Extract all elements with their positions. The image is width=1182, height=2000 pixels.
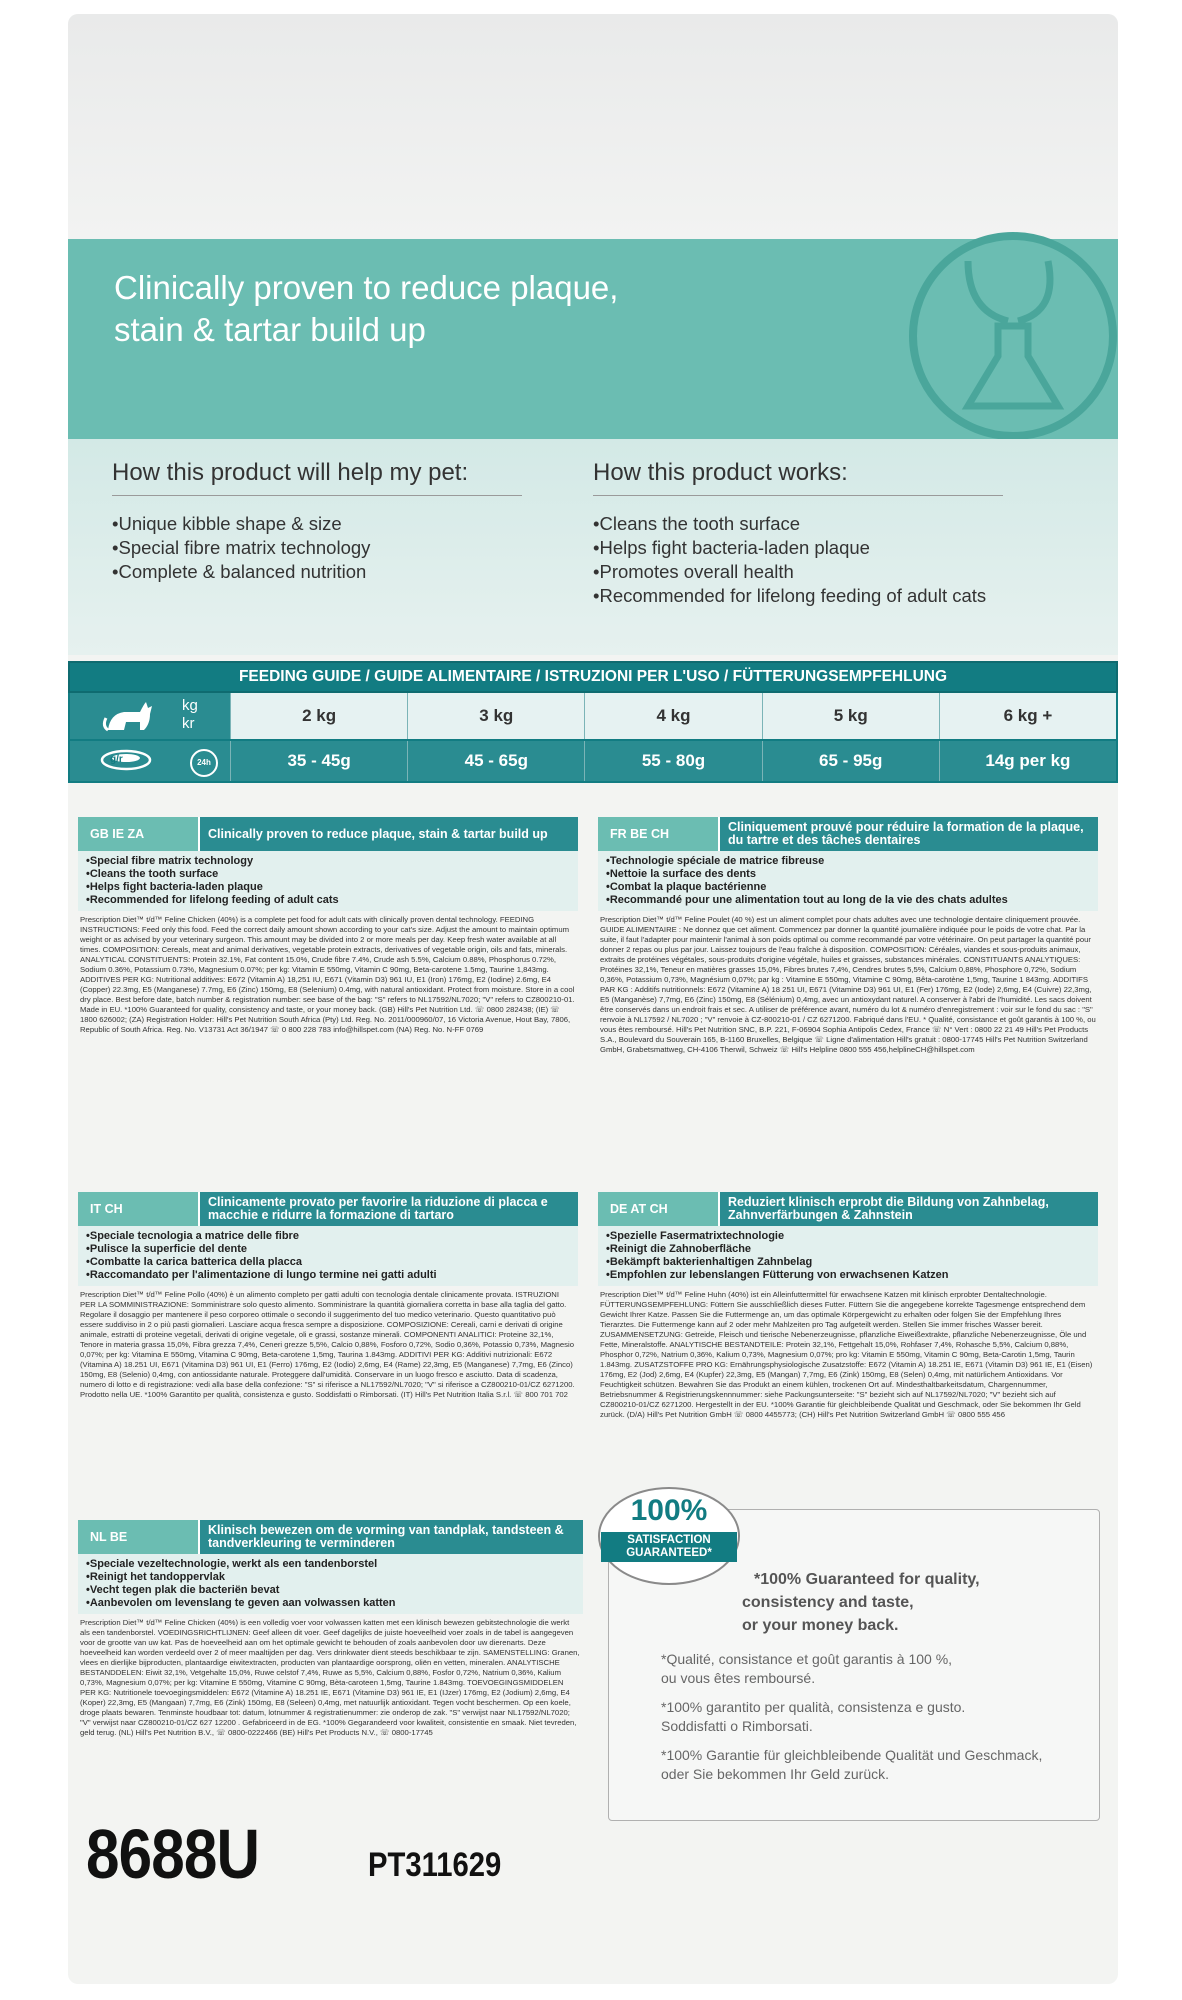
panel-header	[78, 1192, 578, 1226]
list-item: • Raccomandato per l'alimentazione di lungo termine nei gatti adulti	[86, 1269, 570, 1282]
country-codes: FR BE CH	[598, 817, 718, 851]
panel-bullets	[78, 1226, 578, 1286]
panel-header	[78, 1520, 583, 1554]
list-item: • Cleans the tooth surface	[86, 868, 570, 881]
clock-24h-icon: 24h	[190, 749, 218, 777]
weight-cell: 4 kg	[584, 693, 761, 739]
weight-unit: kg kr	[182, 697, 198, 732]
product-code: 8688U	[86, 1815, 260, 1893]
benefits-section	[68, 439, 1118, 655]
list-item: • Cleans the tooth surface	[593, 512, 1003, 536]
panel-title: Clinicamente provato per favorire la riduzione di placca e macchie e ridurre la formazione di tartaro	[198, 1192, 578, 1226]
list-item: • Speciale tecnologia a matrice delle fibre	[86, 1230, 570, 1243]
list-item: • Unique kibble shape & size	[112, 512, 522, 536]
panel-title: Cliniquement prouvé pour réduire la formation de la plaque, du tartre et des tâches dentaires	[718, 817, 1098, 851]
list-item: • Special fibre matrix technology	[112, 536, 522, 560]
list-item: • Bekämpft bakterienhaltigen Zahnbelag	[606, 1256, 1090, 1269]
guarantee-translations: *Qualité, consistance et goût garantis à 100 %, ou vous êtes remboursé. *100% garantito per qualità, consistenza e gusto. Soddisfatti o Rimborsati. *100% Garantie für gleichbleibende Qualität und Geschmack, oder Sie bekommen Ihr Geld zurück.	[661, 1651, 1043, 1782]
badge-line2: GUARANTEED*	[626, 1547, 712, 1559]
weight-cell: 5 kg	[762, 693, 939, 739]
list-item: • Spezielle Fasermatrixtechnologie	[606, 1230, 1090, 1243]
hero-banner	[68, 239, 1118, 439]
benefits-right-title: How this product works:	[593, 459, 1003, 496]
list-item: • Recommandé pour une alimentation tout au long de la vie des chats adultes	[606, 894, 1090, 907]
package-back	[68, 14, 1118, 1984]
list-item: • Helps fight bacteria-laden plaque	[593, 536, 1003, 560]
benefits-right	[593, 459, 1003, 608]
panel-text: Prescription Diet™ t/d™ Feline Chicken (40%) is a complete pet food for adult cats with clinically proven dental technology. FEEDING INSTRUCTIONS: Feed only this food. Feed the correct daily amount shown according to your cat's size. Adjust the amount to maintain optimum weight or as advised by your veterinary surgeon. This amount may be divided into 2 or more meals per day. Keep fresh water available at all times. COMPOSITION: Cereals, meat and animal derivatives, vegetable protein extracts, derivatives of vegetable origin, oils and fats, minerals. ANALYTICAL CONSTITUENTS: Protein 32.1%, Fat content 15.0%, Crude fibre 7.4%, Crude ash 5.5%, Calcium 0.88%, Phosphorus 0.72%, Sodium 0.36%, Potassium 0.73%, Magnesium 0.07%; per kg: Vitamin E 550mg, Vitamin C 90mg, Beta-carotene 1.5mg, Taurine 1,843mg. ADDITIVES PER KG: Nutritional additives: E672 (Vitamin A) 18,251 IU, E671 (Vitamin D3) 961 IU, E1 (Iron) 176mg, E2 (Iodine) 2.6mg, E4 (Copper) 22.3mg, E5 (Manganese) 7.7mg, E6 (Zinc) 150mg, E8 (Selenium) 0.4mg, with natural antioxidant. Protect from moisture. Store in a cool dry place. Best before date, batch number & registration number: see base of the bag: "S" refers to NL17592/NL7020; "V" refers to CZ800210-01. Made in EU. *100% Guaranteed for quality, consistency and taste, or your money back. (GB) Hill's Pet Nutrition Ltd. ☏ 0800 282438; (IE) ☏ 1800 626002; (ZA) Registration Holder: Hill's Pet Nutrition South Africa (Pty) Ltd. Reg. No. 2011/000960/07, 16 Victoria Avenue, Hout Bay, 7806, Republic of South Africa. Reg. No. V13731 Act 36/1947 ☏ 0 800 228 783 info@hillspet.com (NA) Reg. No. N-FF 0769	[80, 915, 575, 1034]
list-item: • Complete & balanced nutrition	[112, 560, 522, 584]
feeding-amount-row	[68, 741, 1118, 783]
panel-title: Klinisch bewezen om de vorming van tandplak, tandsteen & tandverkleuring te verminderen	[198, 1520, 583, 1554]
weight-cell: 6 kg +	[939, 693, 1116, 739]
list-item: • Reinigt het tandoppervlak	[86, 1571, 575, 1584]
badge-line1: SATISFACTION	[627, 1534, 711, 1546]
panel-bullets	[598, 851, 1098, 911]
list-item: • Combat la plaque bactérienne	[606, 881, 1090, 894]
panel-fr	[598, 817, 1098, 1109]
panel-text: Prescription Diet™ t/d™ Feline Pollo (40%) è un alimento completo per gatti adulti con tecnologia dentale clinicamente provata. ISTRUZIONI PER LA SOMMINISTRAZIONE: Somministrare solo questo alimento. Somministrare la quantità giornaliera corretta in base alla taglia del gatto. Regolare il dosaggio per mantenere il peso corporeo ottimale o secondo il suggerimento del tuo medico veterinario. Questo quantitativo può essere suddiviso in 2 o più pasti giornalieri. Lasciare acqua fresca sempre a disposizione. COMPOSIZIONE: Cereali, carni e derivati di origine animale, estratti di proteine vegetali, derivati di origine vegetale, oli e grassi, sostanze minerali. COMPONENTI ANALITICI: Proteine 32,1%, Tenore in materia grassa 15,0%, Fibra grezza 7,4%, Ceneri grezze 5,5%, Calcio 0,88%, Fosforo 0,72%, Sodio 0,36%, Potassio 0,73%, Magnesio 0,07%; per kg: Vitamina E 550mg, Vitamina C 90mg, Beta-carotene 1,5mg, Taurina 1.843mg. ADDITIVI PER KG: Additivi nutrizionali: E672 (Vitamina A) 18.251 UI, E671 (Vitamina D3) 961 UI, E1 (Ferro) 176mg, E2 (Iodio) 2,6mg, E4 (Rame) 22,3mg, E5 (Manganese) 7,7mg, E6 (Zinco) 150mg, E8 (Selenio) 0,4mg, con antiossidante naturale. Proteggere dall'umidità. Conservare in un luogo fresco e asciutto. Data di scadenza, numero di lotto e di registrazione: vedi alla base della confezione: "S" si riferisce a NL17592/NL7020; "V" si riferisce a CZ800210-01/CZ 6271200. Prodotto nella UE. *100% Garantito per qualità, consistenza e gusto. Soddisfatti o Rimborsati. (IT) Hill's Pet Nutrition Italia S.r.l. ☏ 800 701 702	[80, 1290, 575, 1399]
benefits-right-list	[593, 512, 1003, 608]
list-item: • Promotes overall health	[593, 560, 1003, 584]
flask-stethoscope-icon	[898, 221, 1118, 451]
panel-text: Prescription Diet™ t/d™ Feline Chicken (40%) is een volledig voer voor volwassen katten met een klinisch bewezen gebitstechnologie die werkt als een tandenborstel. VOEDINGSRICHTLIJNEN: Geef alleen dit voer. Geef dagelijks de juiste hoeveelheid voer zoals in de tabel is aangegeven voor de grootte van uw kat. Pas de hoeveelheid aan om het optimale gewicht te behouden of zoals aanbevolen door uw dierenarts. Deze hoeveelheid kan worden verdeeld over 2 of meer maaltijden per dag. Vers drinkwater dient steeds beschikbaar te zijn. SAMENSTELLING: Granen, vlees en dierlijke bijproducten, plantaardige eiwitextracten, producten van plantaardige oorsprong, oliën en vetten, mineralen. ANALYTISCHE BESTANDDELEN: Eiwit 32,1%, Vetgehalte 15,0%, Ruwe celstof 7,4%, Ruwe as 5,5%, Calcium 0,88%, Fosfor 0,72%, Natrium 0,36%, Kalium 0,73%, Magnesium 0,07%; per kg: Vitamine E 550mg, Vitamine C 90mg, Bèta-caroteen 1,5mg, Taurine 1.843mg. TOEVOEGINGSMIDDELEN PER KG: Nutritionele toevoegingsmiddelen: E672 (Vitamine A) 18.251 IE, E671 (Vitamine D3) 961 IE, E1 (IJzer) 176mg, E2 (Jodium) 2,6mg, E4 (Koper) 22,3mg, E5 (Mangaan) 7,7mg, E6 (Zink) 150mg, E8 (Seleen) 0,4mg, met natuurlijk antioxidant. Tegen vocht beschermen. Op een koele, droge plaats bewaren. Tenminste houdbaar tot: datum, lotnummer & registratienummer: zie onderop de zak. "S" verwijst naar NL17592/NL7020; "V" verwijst naar CZ800210-01/CZ 627 12200 . Gefabriceerd in de EG. *100% Gegarandeerd voor kwaliteit, consistentie en smaak. Niet tevreden, geld terug. (NL) Hill's Pet Nutrition B.V., ☏ 0800-0222466 (BE) Hill's Pet Products N.V., ☏ 0800-17745	[80, 1618, 580, 1737]
weight-cell: 3 kg	[407, 693, 584, 739]
amount-header	[70, 741, 230, 781]
amount-cell: 45 - 65g	[407, 741, 584, 781]
country-codes: DE AT CH	[598, 1192, 718, 1226]
amount-cell: 65 - 95g	[762, 741, 939, 781]
country-codes: NL BE	[78, 1520, 198, 1554]
list-item: • Vecht tegen plak die bacteriën bevat	[86, 1584, 575, 1597]
list-item: • Empfohlen zur lebenslangen Fütterung von erwachsenen Katzen	[606, 1269, 1090, 1282]
country-codes: IT CH	[78, 1192, 198, 1226]
list-item: • Aanbevolen om levenslang te geven aan volwassen katten	[86, 1597, 575, 1610]
list-item: • Helps fight bacteria-laden plaque	[86, 881, 570, 894]
benefits-left-title: How this product will help my pet:	[112, 459, 522, 496]
list-item: • Combatte la carica batterica della placca	[86, 1256, 570, 1269]
badge-percent: 100%	[630, 1494, 708, 1527]
amount-cell: 35 - 45g	[230, 741, 407, 781]
feeding-guide	[68, 661, 1118, 783]
panel-header	[598, 1192, 1098, 1226]
satisfaction-badge	[595, 1484, 743, 1588]
panel-it	[78, 1192, 578, 1484]
amount-unit: g/r	[110, 754, 123, 765]
panel-header	[598, 817, 1098, 851]
top-seal-area	[68, 14, 1118, 239]
weight-cell: 2 kg	[230, 693, 407, 739]
list-item: • Technologie spéciale de matrice fibreuse	[606, 855, 1090, 868]
hero-title: Clinically proven to reduce plaque, stain & tartar build up	[114, 269, 619, 348]
panel-header	[78, 817, 578, 851]
benefits-left	[112, 459, 522, 584]
list-item: • Reinigt die Zahnoberfläche	[606, 1243, 1090, 1256]
list-item: • Special fibre matrix technology	[86, 855, 570, 868]
amount-cell: 14g per kg	[939, 741, 1116, 781]
panel-bullets	[598, 1226, 1098, 1286]
panel-text: Prescription Diet™ t/d™ Feline Poulet (40 %) est un aliment complet pour chats adultes avec une technologie dentaire cliniquement prouvée. GUIDE ALIMENTAIRE : Ne donnez que cet aliment. Commencez par donner la quantité journalière indiquée pour le poids de votre chat. Par la suite, il faut l'adapter pour maintenir l'animal à son poids optimal ou comme recommandé par votre vétérinaire. On peut partager la quantité pour donner 2 repas ou plus par jour. Laissez toujours de l'eau fraîche à disposition. COMPOSITION: Céréales, viandes et sous-produits animaux, extraits de protéines végétales, sous-produits d'origine végétale, huiles et graisses, substances minérales. CONSTITUANTS ANALYTIQUES: Protéines 32,1%, Teneur en matières grasses 15,0%, Fibres brutes 7,4%, Cendres brutes 5,5%, Calcium 0,88%, Phosphore 0,72%, Sodium 0,36%, Potassium 0,73%, Magnésium 0,07%; par kg : Vitamine E 550mg, Vitamine C 90mg, Bêta-carotène 1,5mg, Taurine 1 843mg. ADDITIFS PAR KG : Additifs nutritionnels: E672 (Vitamine A) 18 251 UI, E671 (Vitamine D3) 961 UI, E1 (Fer) 176mg, E2 (Iode) 2,6mg, E4 (Cuivre) 22,3mg, E5 (Manganèse) 7,7mg, E6 (Zinc) 150mg, E8 (Sélénium) 0,4mg, avec un antioxydant naturel. A conserver à l'abri de l'humidité. Les sacs doivent être conservés dans un endroit frais et sec. A utiliser de préférence avant, numéro du lot & numéro d'enregistrement : voir sur le fond du sac : "S" renvoie à NL17592 / NL7020 ; "V" renvoie à CZ-800210-01 / CZ 6271200. Fabriqué dans l'EU. * Qualité, consistance et goût garantis à 100 %, ou vous êtes remboursé. Hill's Pet Nutrition SNC, B.P. 221, F-06904 Sophia Antipolis Cedex, France ☏ N° Vert : 0800 22 21 49 Hill's Pet Products S.A., Boulevard du Souverain 165, B-1160 Bruxelles, Belgique ☏ Ligne d'alimentation Hill's gratuit : 0800-17745 Hill's Pet Nutrition Switzerland GmbH, Grabetsmattweg, CH-4106 Therwil, Schweiz ☏ Hill's Helpline 0800 555 456,helplineCH@hillspet.com	[600, 915, 1096, 1054]
panel-title: Reduziert klinisch erprobt die Bildung von Zahnbelag, Zahnverfärbungen & Zahnstein	[718, 1192, 1098, 1226]
benefits-left-list	[112, 512, 522, 584]
weight-header	[70, 693, 230, 739]
list-item: • Recommended for lifelong feeding of adult cats	[593, 584, 1003, 608]
panel-text: Prescription Diet™ t/d™ Feline Huhn (40%) ist ein Alleinfuttermittel für erwachsene Katzen mit klinisch erprobter Dentaltechnologie. FÜTTERUNGSEMPFEHLUNG: Füttern Sie ausschließlich dieses Futter. Füttern Sie die angegebene korrekte Tagesmenge entsprechend dem Gewicht Ihrer Katze. Passen Sie die Futtermenge an, um das optimale Körpergewicht zu erhalten oder folgen Sie der Empfehlung Ihres Tierarztes. Die Futtermenge kann auf 2 oder mehr Mahlzeiten pro Tag aufgeteilt werden. Stellen Sie immer frisches Wasser bereit. ZUSAMMENSETZUNG: Getreide, Fleisch und tierische Nebenerzeugnisse, pflanzliche Eiweißextrakte, pflanzliche Nebenerzeugnisse, Öle und Fette, Mineralstoffe. ANALYTISCHE BESTANDTEILE: Protein 32,1%, Fettgehalt 15,0%, Rohfaser 7,4%, Rohasche 5,5%, Calcium 0,88%, Phosphor 0,72%, Natrium 0,36%, Kalium 0,73%, Magnesium 0,07%; pro kg: Vitamin E 550mg, Vitamin C 90mg, Beta-Carotin 1,5mg, Taurin 1.843mg. ZUSATZSTOFFE PRO KG: Ernährungsphysiologische Zusatzstoffe: E672 (Vitamin A) 18.251 IE, E671 (Vitamin D3) 961 IE, E1 (Eisen) 176mg, E2 (Jod) 2,6mg, E4 (Kupfer) 22,3mg, E5 (Mangan) 7,7mg, E6 (Zink) 150mg, E8 (Selen) 0,4mg, mit natürlichem Antioxidans. Vor Feuchtigkeit schützen. Bewahren Sie das Produkt an einem kühlen, trockenen Ort auf. Mindesthaltbarkeitsdatum, Chargennummer, Betriebsnummer & Registrierungskennnummer: siehe Packungsunterseite: "S" bezieht sich auf NL17592/NL7020; "V" bezieht sich auf CZ800210-01/CZ 6271200. Hergestellt in der EU. *100% Garantie für gleichbleibende Qualität und Geschmack, oder Sie bekommen Ihr Geld zurück. (D/A) Hill's Pet Nutrition GmbH ☏ 0800 4455773; (CH) Hill's Pet Nutrition Switzerland GmbH ☏ 0800 555 456	[600, 1290, 1093, 1419]
panel-bullets	[78, 1554, 583, 1614]
print-code: PT311629	[368, 1846, 502, 1884]
guarantee-english: *100% Guaranteed for quality, consistency and taste, or your money back.	[742, 1571, 980, 1634]
list-item: • Recommended for lifelong feeding of adult cats	[86, 894, 570, 907]
panel-title: Clinically proven to reduce plaque, stain & tartar build up	[198, 817, 578, 851]
feeding-guide-title: FEEDING GUIDE / GUIDE ALIMENTAIRE / ISTRUZIONI PER L'USO / FÜTTERUNGSEMPFEHLUNG	[68, 661, 1118, 693]
guarantee-box	[608, 1494, 1100, 1821]
food-bowl-icon	[96, 746, 156, 776]
feeding-weight-row	[68, 693, 1118, 741]
panel-bullets	[78, 851, 578, 911]
list-item: • Pulisce la superficie del dente	[86, 1243, 570, 1256]
list-item: • Speciale vezeltechnologie, werkt als een tandenborstel	[86, 1558, 575, 1571]
country-codes: GB IE ZA	[78, 817, 198, 851]
panel-gb	[78, 817, 578, 1109]
panel-de	[598, 1192, 1098, 1484]
panel-nl	[78, 1520, 583, 1792]
list-item: • Nettoie la surface des dents	[606, 868, 1090, 881]
cat-icon	[100, 696, 160, 736]
amount-cell: 55 - 80g	[584, 741, 761, 781]
